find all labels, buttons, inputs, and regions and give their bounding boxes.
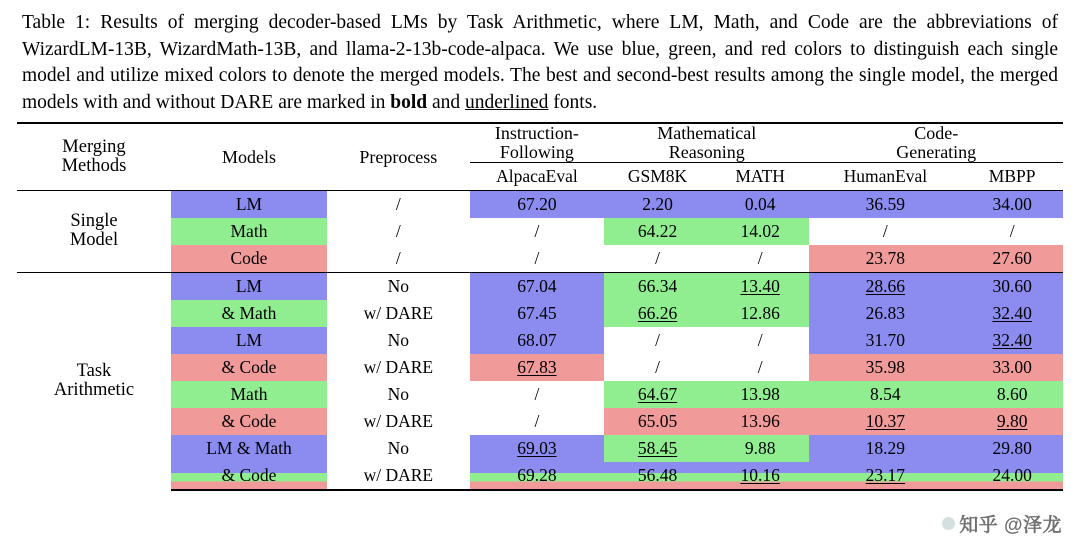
caption-prefix: Table 1: Results of merging decoder-based LMs by Task Arithmetic, where LM, Math, and Code are the abbreviations of WizardLM-13B, WizardMath-13B, and llama-2-13b-code-alpaca. We use blue, green, and red colors to distinguish each single model and utilize mixed colors to denote the merged models. The best and second-best results among the single model, the merged models with and without DARE are marked in — [22, 12, 1058, 113]
header-mathematical-reasoning-line2: Reasoning — [668, 141, 745, 162]
header-merging-methods-line2: Methods — [61, 155, 127, 176]
header-humaneval: HumanEval — [843, 166, 928, 187]
metric-mbpp: 32.40 — [961, 300, 1063, 327]
metric-mbpp: 29.80 — [961, 435, 1063, 462]
metric-mbpp: 34.00 — [961, 190, 1063, 218]
header-code-generating-line1: Code- — [914, 123, 959, 144]
metric-gsm8k: 64.67 — [604, 381, 711, 408]
watermark — [942, 510, 1062, 537]
header-preprocess: Preprocess — [327, 123, 470, 190]
watermark-text: 知乎 @泽龙 — [959, 515, 1062, 536]
preprocess-value: w/ DARE — [327, 462, 470, 490]
metric-gsm8k: 65.05 — [604, 408, 711, 435]
metric-gsm8k: 2.20 — [604, 190, 711, 218]
metric-math: 14.02 — [711, 218, 810, 245]
model-name-and-code: & Code — [171, 462, 327, 490]
metric-gsm8k: / — [604, 327, 711, 354]
preprocess-value: / — [327, 190, 470, 218]
metric-alpacaeval: 67.04 — [470, 272, 604, 300]
caption-mid: and — [427, 91, 466, 113]
table-row — [17, 190, 1063, 218]
model-name-and-code: & Code — [171, 408, 327, 435]
metric-alpacaeval: / — [470, 218, 604, 245]
table-row — [17, 245, 1063, 273]
table-caption — [22, 10, 1058, 116]
header-code-generating-line2: Generating — [896, 141, 977, 162]
metric-humaneval: 36.59 — [809, 190, 961, 218]
header-mbpp: MBPP — [988, 166, 1036, 187]
group-label-single-model-line1: Single — [70, 210, 118, 231]
metric-humaneval: 18.29 — [809, 435, 961, 462]
metric-humaneval: 23.17 — [809, 462, 961, 490]
group-label-task-arithmetic-line2: Arithmetic — [53, 380, 135, 401]
metric-math: 13.40 — [711, 272, 810, 300]
header-merging-methods — [17, 123, 171, 190]
model-name-lm: LM — [171, 272, 327, 300]
header-gsm8k: GSM8K — [627, 166, 688, 187]
header-math: MATH — [735, 166, 785, 187]
metric-alpacaeval: / — [470, 381, 604, 408]
preprocess-value: / — [395, 221, 401, 242]
model-name-code: Code — [171, 245, 327, 273]
header-mathematical-reasoning — [604, 123, 809, 162]
metric-alpacaeval: 68.07 — [470, 327, 604, 354]
header-mathematical-reasoning-line1: Mathematical — [657, 123, 757, 144]
metric-humaneval: / — [809, 218, 961, 245]
caption-suffix: fonts. — [548, 91, 598, 113]
preprocess-value: w/ DARE — [363, 411, 434, 432]
preprocess-value: No — [327, 272, 470, 300]
table-row — [17, 327, 1063, 354]
metric-humaneval: 23.78 — [809, 245, 961, 273]
table-row — [17, 300, 1063, 327]
metric-mbpp: 30.60 — [961, 272, 1063, 300]
caption-bold-word: bold — [390, 91, 428, 113]
metric-humaneval: 26.83 — [809, 300, 961, 327]
metric-mbpp: 9.80 — [961, 408, 1063, 435]
model-name-and-math: & Math — [171, 300, 327, 327]
caption-underlined-word: underlined — [465, 91, 549, 113]
metric-math: / — [711, 327, 810, 354]
metric-math: 13.96 — [711, 408, 810, 435]
metric-alpacaeval: / — [470, 408, 604, 435]
metric-gsm8k: / — [604, 354, 711, 381]
metric-gsm8k: 66.26 — [604, 300, 711, 327]
table-row — [17, 272, 1063, 300]
metric-math: / — [711, 245, 810, 273]
model-name-and-code: & Code — [171, 354, 327, 381]
metric-mbpp: 27.60 — [961, 245, 1063, 273]
metric-humaneval: 31.70 — [809, 327, 961, 354]
preprocess-value: w/ DARE — [363, 357, 434, 378]
metric-alpacaeval: 67.45 — [470, 300, 604, 327]
metric-gsm8k: 58.45 — [604, 435, 711, 462]
metric-mbpp: 32.40 — [961, 327, 1063, 354]
table-row — [17, 408, 1063, 435]
table-row — [17, 218, 1063, 245]
metric-math: 0.04 — [711, 190, 810, 218]
metric-math: / — [711, 354, 810, 381]
header-merging-methods-line1: Merging — [62, 136, 126, 157]
metric-alpacaeval: 69.28 — [470, 462, 604, 490]
metric-humaneval: 10.37 — [809, 408, 961, 435]
metric-mbpp: 33.00 — [961, 354, 1063, 381]
model-name-math: Math — [171, 218, 327, 245]
metric-humaneval: 35.98 — [809, 354, 961, 381]
table-row — [17, 354, 1063, 381]
metric-math: 12.86 — [711, 300, 810, 327]
header-row-groups — [17, 123, 1063, 162]
header-models: Models — [171, 123, 327, 190]
group-label-task-arithmetic-line1: Task — [76, 360, 112, 381]
preprocess-value: No — [387, 438, 410, 459]
table-row — [17, 462, 1063, 490]
model-name-math: Math — [171, 381, 327, 408]
preprocess-value: / — [395, 248, 401, 269]
metric-alpacaeval: 67.20 — [470, 190, 604, 218]
metric-mbpp: 8.60 — [961, 381, 1063, 408]
header-instruction-following-line2: Following — [499, 141, 574, 162]
header-instruction-following — [470, 123, 604, 162]
group-label-single-model-line2: Model — [69, 230, 119, 251]
watermark-icon — [942, 517, 955, 530]
header-instruction-following-line1: Instruction- — [494, 123, 579, 144]
preprocess-value: w/ DARE — [363, 303, 434, 324]
results-table — [17, 122, 1063, 491]
metric-humaneval: 28.66 — [809, 272, 961, 300]
metric-math: 10.16 — [711, 462, 810, 490]
model-name-lm: LM — [171, 190, 327, 218]
metric-gsm8k: / — [604, 245, 711, 273]
metric-math: 13.98 — [711, 381, 810, 408]
preprocess-value: No — [387, 330, 410, 351]
metric-math: 9.88 — [711, 435, 810, 462]
model-name-lm-and-math: LM & Math — [171, 435, 327, 462]
metric-alpacaeval: 67.83 — [470, 354, 604, 381]
metric-gsm8k: 56.48 — [604, 462, 711, 490]
group-label-task-arithmetic — [17, 272, 171, 490]
metric-alpacaeval: / — [470, 245, 604, 273]
table-row — [17, 381, 1063, 408]
model-name-lm: LM — [171, 327, 327, 354]
metric-alpacaeval: 69.03 — [470, 435, 604, 462]
header-code-generating — [809, 123, 1063, 162]
metric-mbpp: / — [961, 218, 1063, 245]
metric-humaneval: 8.54 — [809, 381, 961, 408]
metric-mbpp: 24.00 — [961, 462, 1063, 490]
header-alpacaeval: AlpacaEval — [496, 166, 578, 187]
metric-gsm8k: 66.34 — [604, 272, 711, 300]
table-row — [17, 435, 1063, 462]
metric-gsm8k: 64.22 — [604, 218, 711, 245]
preprocess-value: No — [387, 384, 410, 405]
group-label-single-model — [17, 190, 171, 272]
